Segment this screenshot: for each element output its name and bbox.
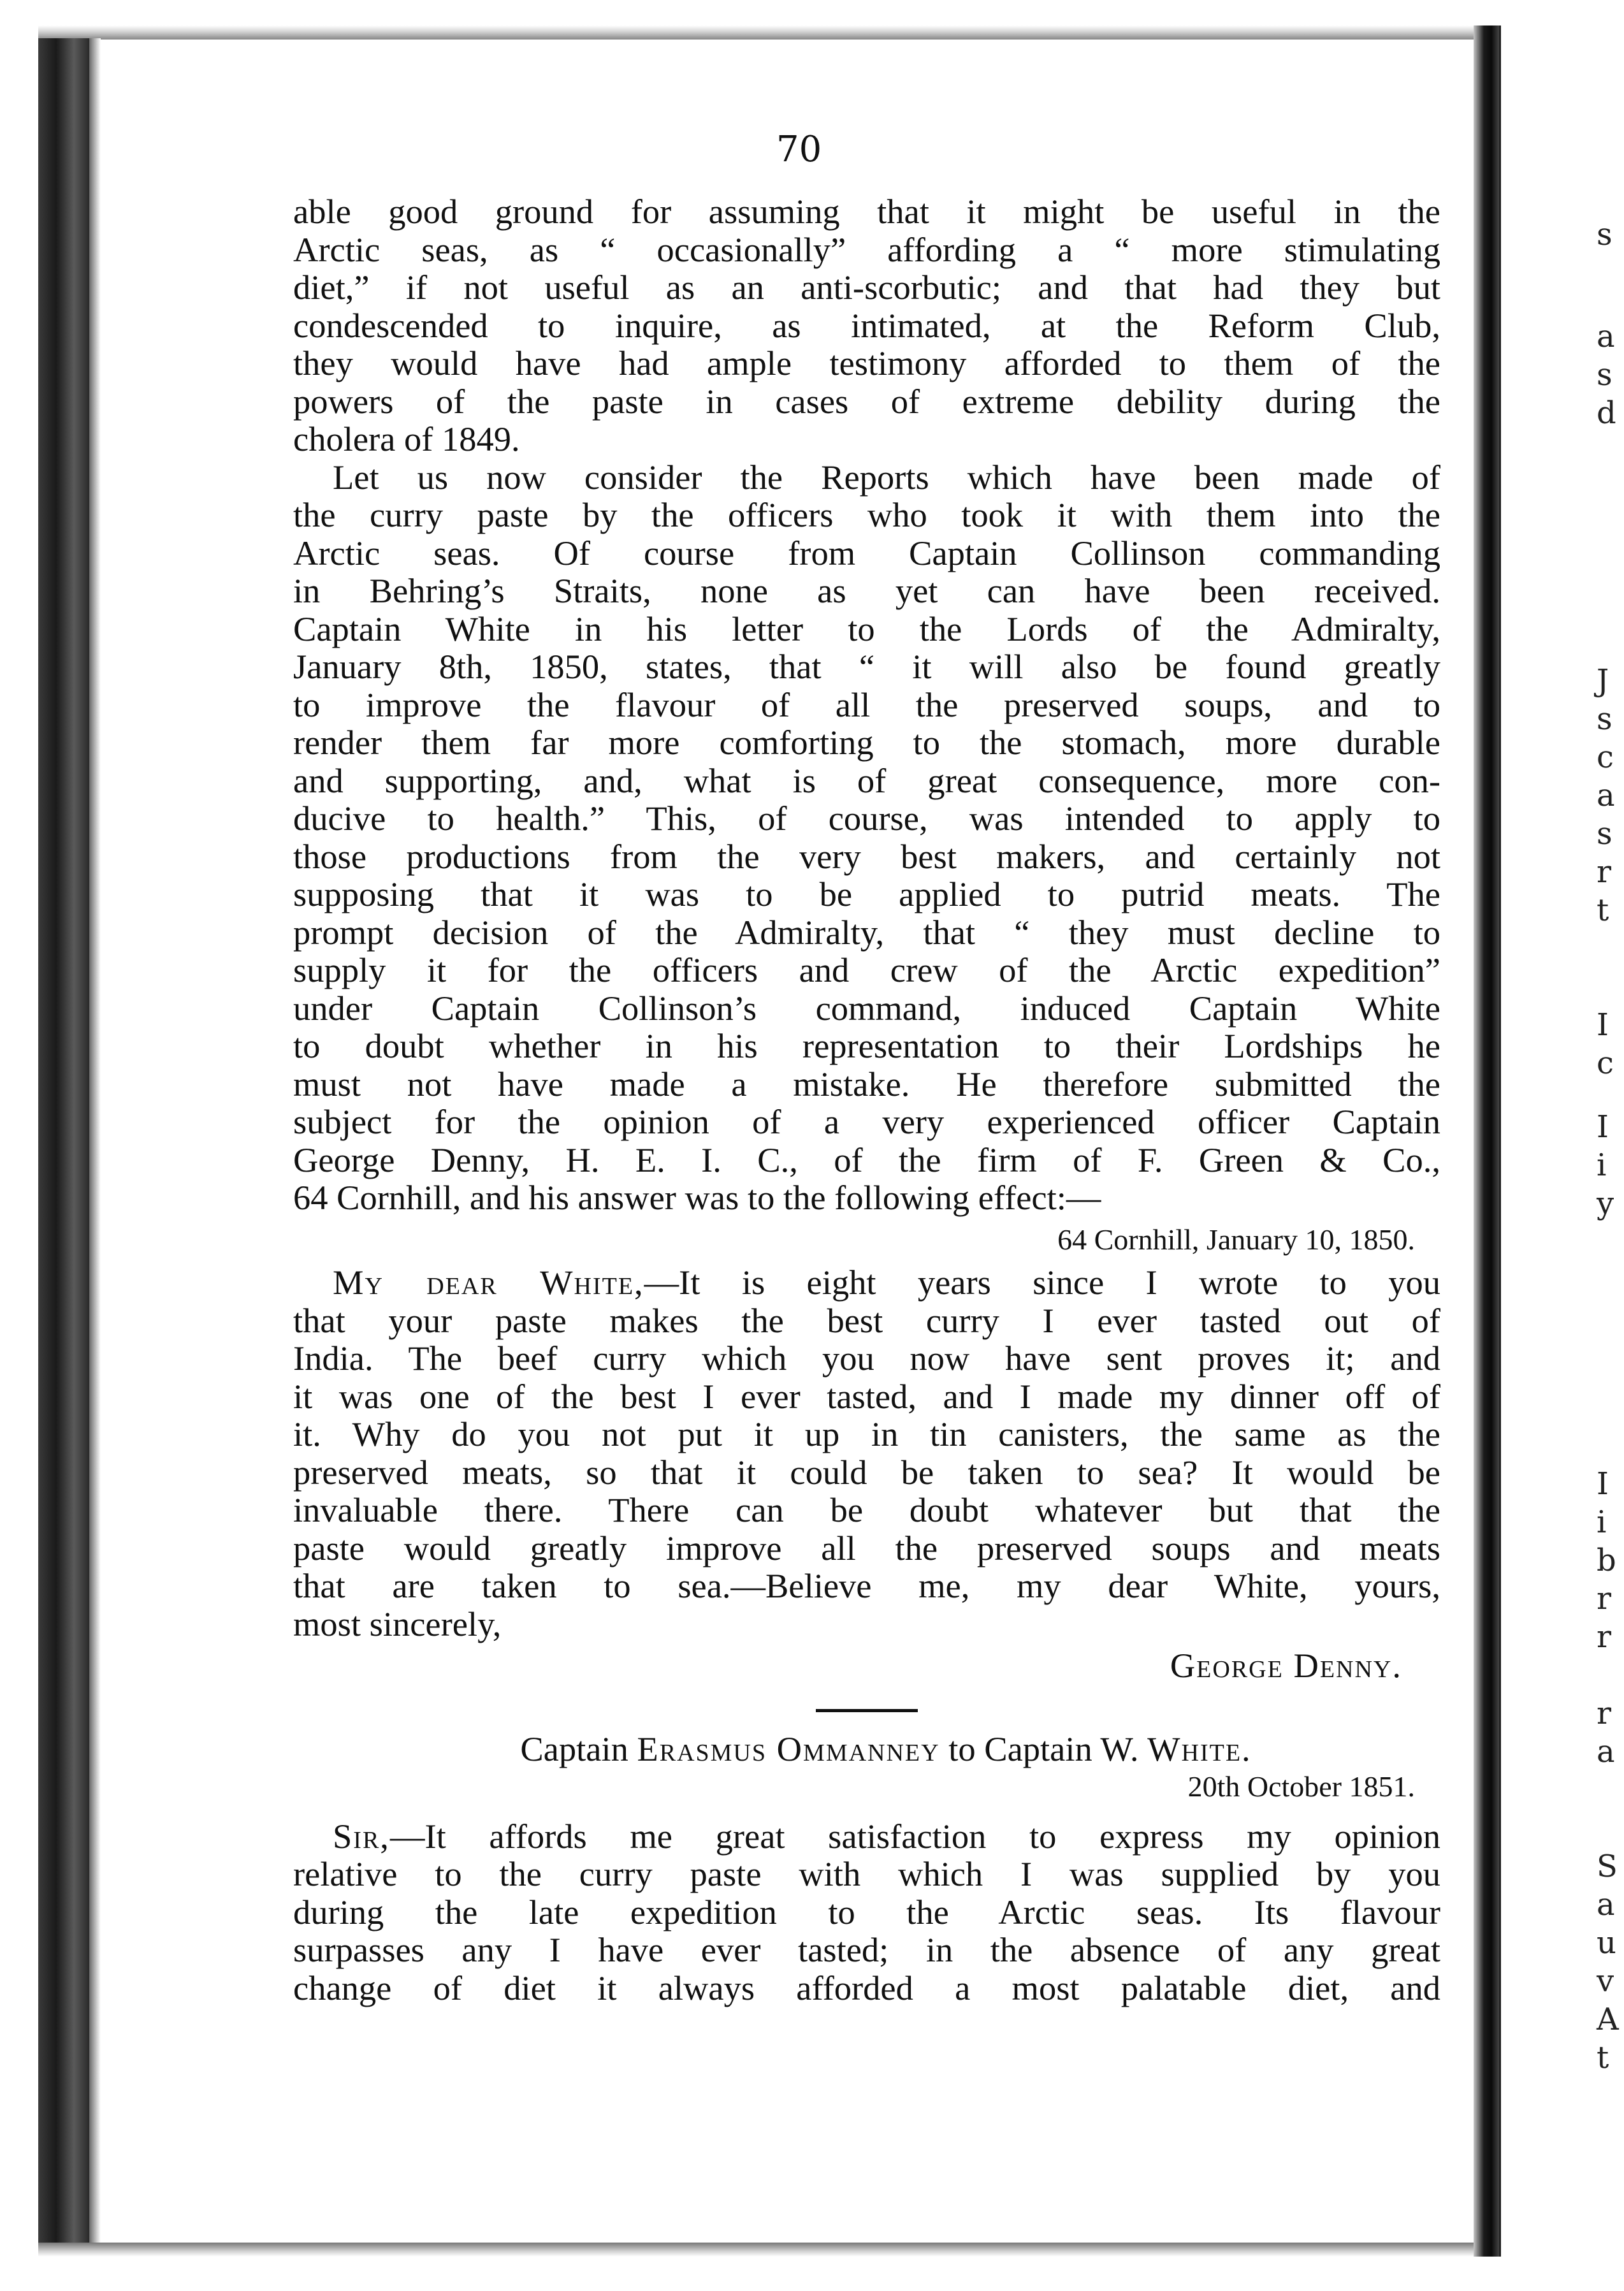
paragraph2-line: render them far more comforting to the stomach, more durable bbox=[293, 723, 1440, 762]
paragraph1-line: cholera of 1849. bbox=[293, 419, 520, 458]
facing-page-letter: r bbox=[1597, 1619, 1611, 1655]
letter2-heading-name: Erasmus Ommanney bbox=[637, 1729, 940, 1768]
paragraph2-line: supply it for the officers and crew of the Arctic expedition” bbox=[293, 950, 1440, 989]
facing-page-letter: c bbox=[1597, 739, 1614, 775]
letter1-signature: George Denny. bbox=[1170, 1646, 1402, 1685]
spacer bbox=[293, 1806, 1440, 1817]
facing-page-letter: S bbox=[1597, 1849, 1618, 1884]
facing-page-letter: c bbox=[1597, 1045, 1614, 1081]
paragraph1-line: Arctic seas, as “ occasionally” affording a “ more stimulating bbox=[293, 229, 1440, 269]
facing-page-letter: u bbox=[1597, 1925, 1616, 1961]
facing-page-letter: a bbox=[1597, 778, 1615, 813]
letter2-dateline: 20th October 1851. bbox=[1187, 1770, 1415, 1803]
letter1-line: it was one of the best I ever tasted, and I made my dinner off of bbox=[293, 1376, 1440, 1416]
letter2-salutation: Sir, bbox=[333, 1816, 390, 1856]
letter2-line: surpasses any I have ever tasted; in the absence of any great bbox=[293, 1930, 1440, 1969]
paragraph2-line: supposing that it was to be applied to putrid meats. The bbox=[293, 875, 1440, 913]
facing-page-letter: s bbox=[1597, 701, 1613, 737]
letter2-first-line bbox=[293, 1817, 1440, 1856]
letter1-line: that your paste makes the best curry I ever tasted out of bbox=[293, 1300, 1440, 1340]
facing-page-letter: r bbox=[1597, 1696, 1611, 1731]
letter2-line: relative to the curry paste with which I was supplied by you bbox=[293, 1854, 1440, 1893]
facing-page-letter: A bbox=[1597, 2002, 1619, 2037]
paragraph2-line: Let us now consider the Reports which have been made of bbox=[333, 457, 1440, 497]
paragraph2-line: under Captain Collinson’s command, induced Captain White bbox=[293, 988, 1440, 1028]
letter2-heading-middle: to Captain W. bbox=[939, 1729, 1148, 1768]
paragraph2-line: must not have made a mistake. He therefore submitted the bbox=[293, 1064, 1440, 1103]
facing-page-letter: i bbox=[1597, 1504, 1607, 1540]
paragraph2-line: in Behring’s Straits, none as yet can have been received. bbox=[293, 571, 1440, 610]
paragraph-2 bbox=[293, 458, 1440, 1217]
page-bottom-edge bbox=[38, 2243, 1491, 2257]
facing-page-letter: t bbox=[1597, 2040, 1609, 2076]
facing-page-letter: I bbox=[1597, 1466, 1609, 1502]
letter2-body bbox=[293, 1855, 1440, 2007]
page-number: 70 bbox=[776, 129, 822, 170]
letter1-line: paste would greatly improve all the preserved soups and meats bbox=[293, 1528, 1440, 1567]
facing-page-letter: a bbox=[1597, 1734, 1615, 1770]
paragraph2-line: the curry paste by the officers who took it with them into the bbox=[293, 495, 1440, 534]
facing-page-letter: t bbox=[1597, 892, 1609, 928]
facing-page-letter: s bbox=[1597, 816, 1613, 852]
facing-page-letter: d bbox=[1597, 395, 1616, 431]
paragraph2-line: to doubt whether in his representation to their Lordships he bbox=[293, 1026, 1440, 1065]
paragraph2-line: prompt decision of the Admiralty, that “ they must decline to bbox=[293, 912, 1440, 952]
letter1-line: most sincerely, bbox=[293, 1604, 502, 1643]
binding-shadow bbox=[89, 38, 101, 2244]
paragraph1-line: powers of the paste in cases of extreme debility during the bbox=[293, 381, 1440, 421]
letter1-line: preserved meats, so that it could be taken to sea? It would be bbox=[293, 1452, 1440, 1492]
facing-page-fragment bbox=[1499, 25, 1624, 2257]
letter1-line: India. The beef curry which you now have sent proves it; and bbox=[293, 1339, 1440, 1378]
paragraph2-line: and supporting, and, what is of great consequence, more con- bbox=[293, 760, 1440, 800]
letter1-first-line bbox=[293, 1263, 1440, 1302]
facing-page-letter: r bbox=[1597, 854, 1611, 890]
paragraph2-line: January 8th, 1850, states, that “ it will also be found greatly bbox=[293, 647, 1440, 686]
facing-page-letter: y bbox=[1597, 1186, 1614, 1221]
paragraph2-line: Captain White in his letter to the Lords of the Admiralty, bbox=[293, 609, 1440, 648]
facing-page-letter: s bbox=[1597, 357, 1613, 393]
letter2-line: change of diet it always afforded a most palatable diet, and bbox=[293, 1968, 1440, 2007]
paragraph1-line: able good ground for assuming that it might be useful in the bbox=[293, 192, 1440, 231]
letter1-line: invaluable there. There can be doubt whatever but that the bbox=[293, 1490, 1440, 1529]
paragraph1-line: condescended to inquire, as intimated, at the Reform Club, bbox=[293, 305, 1440, 345]
facing-page-letter: I bbox=[1597, 1109, 1609, 1145]
page-top-edge bbox=[38, 25, 1491, 40]
section-divider-rule bbox=[816, 1709, 918, 1712]
paragraph2-line: George Denny, H. E. I. C., of the firm of F. Green & Co., bbox=[293, 1140, 1440, 1179]
letter2-first-line-text: —It affords me great satisfaction to express my opinion bbox=[389, 1816, 1440, 1856]
facing-page-letter: J bbox=[1597, 663, 1609, 699]
paragraph2-line: Arctic seas. Of course from Captain Collinson commanding bbox=[293, 533, 1440, 572]
page-gutter bbox=[1474, 25, 1499, 2257]
facing-page-letter: a bbox=[1597, 319, 1615, 354]
paragraph2-line: to improve the flavour of all the preserved soups, and to bbox=[293, 685, 1440, 724]
facing-page-letter: s bbox=[1597, 217, 1613, 252]
letter2-heading-recipient: White. bbox=[1147, 1729, 1252, 1768]
facing-page-letter: I bbox=[1597, 1007, 1609, 1043]
book-page bbox=[102, 40, 1472, 2243]
letter1-first-line-text: —It is eight years since I wrote to you bbox=[644, 1263, 1440, 1302]
letter1-body bbox=[293, 1302, 1440, 1643]
facing-page-letter: v bbox=[1597, 1963, 1614, 1999]
book-binding-edge bbox=[38, 38, 89, 2244]
facing-page-letter: r bbox=[1597, 1581, 1611, 1617]
letter2-heading bbox=[293, 1730, 1440, 1768]
page-body-text bbox=[293, 193, 1440, 2007]
paragraph2-line: those productions from the very best makers, and certainly not bbox=[293, 836, 1440, 876]
letter1-line: that are taken to sea.—Believe me, my dear White, yours, bbox=[293, 1566, 1440, 1605]
letter1-dateline: 64 Cornhill, January 10, 1850. bbox=[1057, 1223, 1415, 1256]
paragraph2-line: ducive to health.” This, of course, was intended to apply to bbox=[293, 799, 1440, 838]
letter1-salutation: My dear White, bbox=[333, 1263, 644, 1302]
facing-page-letter: b bbox=[1597, 1543, 1616, 1578]
letter2-line: during the late expedition to the Arctic seas. Its flavour bbox=[293, 1892, 1440, 1931]
facing-page-letter: i bbox=[1597, 1147, 1607, 1183]
letter1-line: it. Why do you not put it up in tin canisters, the same as the bbox=[293, 1415, 1440, 1453]
paragraph1-line: they would have had ample testimony afforded to them of the bbox=[293, 344, 1440, 382]
paragraph1-line: diet,” if not useful as an anti-scorbutic; and that had they but bbox=[293, 268, 1440, 307]
paragraph-1 bbox=[293, 193, 1440, 458]
facing-page-letter: a bbox=[1597, 1887, 1615, 1923]
paragraph2-line: 64 Cornhill, and his answer was to the following effect:— bbox=[293, 1178, 1101, 1217]
paragraph2-line: subject for the opinion of a very experienced officer Captain bbox=[293, 1102, 1440, 1141]
letter2-heading-prefix: Captain bbox=[520, 1729, 637, 1768]
